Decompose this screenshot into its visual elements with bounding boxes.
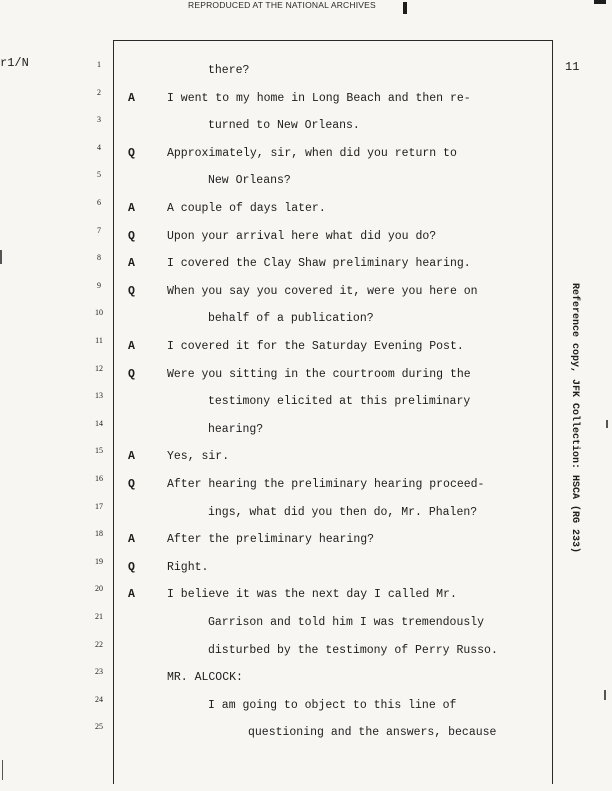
- speaker-label: Q: [128, 146, 135, 160]
- archive-header: REPRODUCED AT THE NATIONAL ARCHIVES: [188, 0, 376, 10]
- line-number: 24: [95, 694, 103, 704]
- line-number: 6: [97, 198, 101, 207]
- line-number: 21: [95, 612, 103, 621]
- transcript-line: testimony elicited at this preliminary: [208, 395, 471, 409]
- speaker-label: Q: [128, 229, 135, 243]
- speaker-label: Q: [128, 284, 135, 298]
- transcript-line: I covered the Clay Shaw preliminary hearing.: [167, 257, 471, 271]
- transcript-line: ings, what did you then do, Mr. Phalen?: [208, 505, 478, 519]
- transcript-line: I believe it was the next day I called Mr.: [167, 588, 457, 602]
- transcript-line: Upon your arrival here what did you do?: [167, 229, 437, 243]
- speaker-label: A: [128, 340, 135, 353]
- corner-mark: [594, 0, 606, 4]
- reference-stamp: Reference copy, JFK Collection: HSCA (RG 233): [569, 283, 580, 554]
- transcript-line: When you say you covered it, were you here on: [167, 284, 478, 298]
- line-number: 16: [95, 474, 103, 483]
- line-number: 14: [95, 418, 103, 428]
- line-number: 23: [95, 667, 103, 677]
- header-mark: [403, 2, 407, 14]
- line-number: 2: [97, 87, 101, 97]
- transcript-line: Garrison and told him I was tremendously: [208, 616, 485, 629]
- line-number: 11: [95, 336, 103, 345]
- line-number: 15: [95, 446, 103, 456]
- speaker-label: A: [128, 257, 135, 271]
- speaker-label: Q: [128, 367, 135, 381]
- page-number: 11: [565, 60, 580, 74]
- speaker-label: A: [128, 202, 135, 215]
- line-number: 10: [95, 308, 103, 318]
- scan-artifact: [2, 760, 3, 780]
- page-id: r1/N: [0, 56, 29, 70]
- transcript-line: Were you sitting in the courtroom during the: [167, 367, 471, 381]
- transcript-line: questioning and the answers, because: [248, 726, 497, 740]
- transcript-line: disturbed by the testimony of Perry Russo.: [208, 643, 498, 657]
- transcript-line: I covered it for the Saturday Evening Post.: [167, 340, 464, 353]
- speaker-label: A: [128, 588, 135, 602]
- line-number: 12: [95, 363, 103, 373]
- scan-artifact: [604, 690, 606, 700]
- speaker-label: Q: [128, 560, 135, 574]
- line-number: 19: [95, 556, 103, 566]
- line-number: 22: [95, 639, 103, 649]
- transcript-line: Yes, sir.: [167, 450, 230, 464]
- transcript-line: Right.: [167, 560, 209, 574]
- line-number: 8: [97, 253, 101, 263]
- line-number: 17: [95, 501, 103, 511]
- line-number: 5: [97, 170, 101, 180]
- line-number: 25: [95, 722, 103, 732]
- transcript-line: A couple of days later.: [167, 202, 326, 215]
- transcript-line: After hearing the preliminary hearing proceed-: [167, 478, 485, 491]
- line-number: 18: [95, 529, 103, 539]
- transcript-line: there?: [208, 64, 250, 77]
- transcript-line: I went to my home in Long Beach and then re-: [167, 91, 471, 105]
- transcript-line: I am going to object to this line of: [208, 698, 457, 712]
- line-number: 9: [97, 280, 101, 290]
- transcript-line: hearing?: [208, 422, 264, 436]
- scan-artifact: [0, 250, 2, 264]
- scan-artifact: [606, 420, 608, 428]
- transcript-line: Approximately, sir, when did you return to: [167, 146, 457, 160]
- transcript-line: After the preliminary hearing?: [167, 533, 375, 547]
- speaker-label: A: [128, 450, 135, 464]
- line-number: 20: [95, 584, 103, 594]
- speaker-label: Q: [128, 478, 135, 491]
- transcript-line: MR. ALCOCK:: [167, 671, 243, 685]
- transcript-line: New Orleans?: [208, 174, 291, 188]
- speaker-label: A: [128, 533, 135, 547]
- transcript-line: turned to New Orleans.: [208, 119, 360, 133]
- line-number: 13: [95, 391, 103, 401]
- transcript-line: behalf of a publication?: [208, 312, 374, 326]
- line-number: 4: [97, 142, 101, 152]
- line-number: 7: [97, 225, 101, 235]
- speaker-label: A: [128, 91, 135, 105]
- line-number: 1: [97, 60, 101, 69]
- line-number: 3: [97, 115, 101, 125]
